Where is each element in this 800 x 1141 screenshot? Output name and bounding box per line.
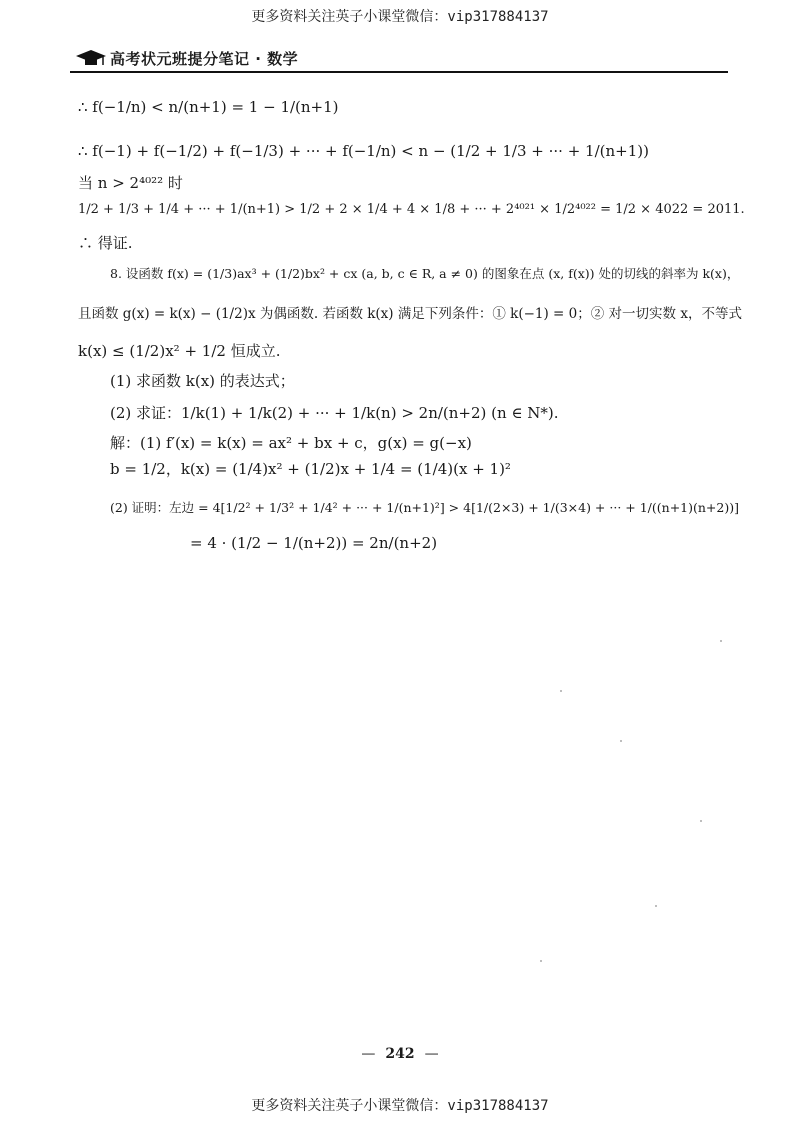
solution-line: 解：(1) f′(x) = k(x) = ax² + bx + c，g(x) = g(−x)	[110, 434, 472, 452]
problem-statement: k(x) ≤ (1/2)x² + 1/2 恒成立.	[78, 342, 281, 360]
watermark-top: 更多资料关注英子小课堂微信：vip317884137	[251, 9, 549, 25]
solution-line: b = 1/2，k(x) = (1/4)x² + (1/2)x + 1/4 = (1/4)(x + 1)²	[110, 460, 511, 478]
watermark-bottom: 更多资料关注英子小课堂微信：vip317884137	[251, 1098, 549, 1114]
sub-question: (1) 求函数 k(x) 的表达式；	[110, 372, 295, 390]
problem-statement: 8. 设函数 f(x) = (1/3)ax³ + (1/2)bx² + cx (a, b, c ∈ R, a ≠ 0) 的图象在点 (x, f(x)) 处的切线的斜率为 k(x)，	[110, 266, 740, 281]
text-line: ∴ 得证.	[78, 234, 133, 252]
scan-speck	[700, 820, 702, 822]
solution-line: = 4 · (1/2 − 1/(n+2)) = 2n/(n+2)	[190, 534, 438, 552]
scan-speck	[560, 690, 562, 692]
text-line: 当 n > 2⁴⁰²² 时	[78, 174, 183, 192]
problem-statement: 且函数 g(x) = k(x) − (1/2)x 为偶函数. 若函数 k(x) 满足下列条件：① k(−1) = 0；② 对一切实数 x，不等式	[78, 306, 742, 322]
scan-speck	[720, 640, 722, 642]
scan-speck	[540, 960, 542, 962]
book-title: 高考状元班提分笔记 · 数学	[110, 50, 299, 68]
scan-speck	[620, 740, 622, 742]
header-rule	[70, 71, 728, 73]
text-line: ∴ f(−1) + f(−1/2) + f(−1/3) + ··· + f(−1/n) < n − (1/2 + 1/3 + ··· + 1/(n+1))	[78, 142, 649, 160]
page-number-value: 242	[385, 1046, 415, 1062]
page-number: — 242 —	[361, 1046, 439, 1062]
page-header	[70, 44, 730, 70]
solution-line: (2) 证明：左边 = 4[1/2² + 1/3² + 1/4² + ··· + 1/(n+1)²] > 4[1/(2×3) + 1/(3×4) + ··· + 1/((n+1)(n+2))]	[110, 500, 739, 515]
sub-question: (2) 求证：1/k(1) + 1/k(2) + ··· + 1/k(n) > 2n/(n+2) (n ∈ N*).	[110, 404, 559, 422]
graduation-cap-icon	[76, 50, 106, 66]
scan-speck	[655, 905, 657, 907]
text-line: ∴ f(−1/n) < n/(n+1) = 1 − 1/(n+1)	[78, 98, 339, 116]
text-line: 1/2 + 1/3 + 1/4 + ··· + 1/(n+1) > 1/2 + 2 × 1/4 + 4 × 1/8 + ··· + 2⁴⁰²¹ × 1/2⁴⁰²² = 1/2 × 4022 = 2011.	[78, 202, 745, 217]
